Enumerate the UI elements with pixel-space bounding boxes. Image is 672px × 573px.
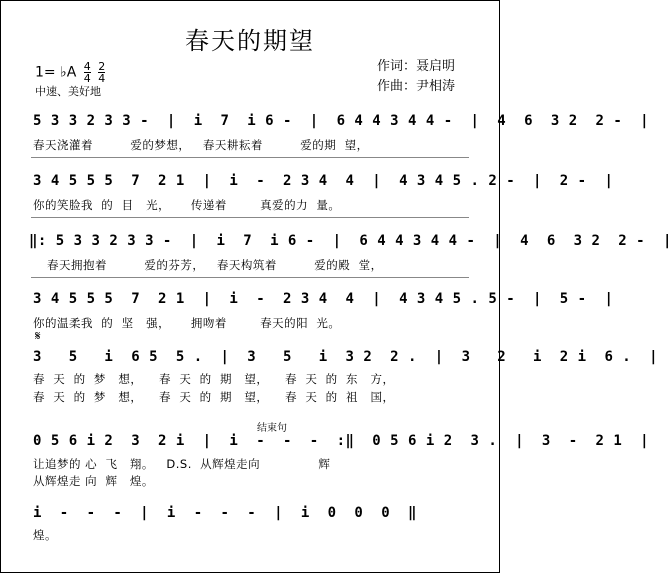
lyric-line-3: 春天拥抱着 爱的芬芳， 春天构筑着 爱的殿 堂， xyxy=(47,258,383,272)
notation-line-5: 3 5 i 6 5 5 . | 3 5 i 3 2 2 . | 3 2 i 2 i 6 . | xyxy=(33,349,659,365)
lyric-line-6a: 让追梦的 心 飞 翔。 D.S. 从辉煌走向 辉 xyxy=(33,457,331,471)
lyric-line-5b: 春 天 的 梦 想， 春 天 的 期 望， 春 天 的 祖 国， xyxy=(33,390,395,404)
lyric-line-4: 你的温柔我 的 坚 强， 拥吻着 春天的阳 光。 xyxy=(33,316,341,330)
notation-line-2: 3 4 5 5 5 7 2 1 | i - 2 3 4 4 | 4 3 4 5 . 2 - | 2 - | xyxy=(33,173,614,189)
notation-line-4: 3 4 5 5 5 7 2 1 | i - 2 3 4 4 | 4 3 4 5 . 5 - | 5 - | xyxy=(33,291,614,307)
song-title: 春天的期望 xyxy=(185,27,315,55)
segno-sign: 𝄋 xyxy=(35,329,41,344)
divider xyxy=(31,217,469,218)
divider xyxy=(31,277,469,278)
lyric-line-5a: 春 天 的 梦 想， 春 天 的 期 望， 春 天 的 东 方， xyxy=(33,372,395,386)
composer-credit: 作曲：尹相涛 xyxy=(377,79,456,94)
notation-line-7: i - - - | i - - - | i 0 0 0 ‖ xyxy=(33,505,417,521)
notation-line-1: 5 3 3 2 3 3 - | i 7 i 6 - | 6 4 4 3 4 4 - | 4 6 3 2 2 - | xyxy=(33,113,650,129)
tempo-marking: 中速、美好地 xyxy=(35,85,101,98)
notation-line-3: ‖: 5 3 3 2 3 3 - | i 7 i 6 - | 6 4 4 3 4 4 - | 4 6 3 2 2 - | xyxy=(29,233,672,249)
lyric-line-2: 你的笑脸我 的 目 光， 传递着 真爱的力 量。 xyxy=(33,198,341,212)
key-signature xyxy=(35,61,105,84)
lyric-line-7: 煌。 xyxy=(33,528,57,542)
ending-label: 结束句 xyxy=(257,423,287,434)
lyricist-credit: 作词：聂启明 xyxy=(377,59,456,74)
lyric-line-6b: 从辉煌走 向 辉 煌。 xyxy=(33,474,154,488)
key-label: 1= ♭A xyxy=(35,64,77,81)
notation-line-6: 0 5 6 i 2 3 2 i | i - - - :‖ 0 5 6 i 2 3 . | 3 - 2 1 | xyxy=(33,433,650,449)
time-signature: $\frac{4}{4}$ xyxy=(83,60,91,85)
lyric-line-1: 春天浇灌着 爱的梦想， 春天耕耘着 爱的期 望， xyxy=(33,138,369,152)
time-signature-alt: $\frac{2}{4}$ xyxy=(98,60,106,85)
divider xyxy=(31,157,469,158)
